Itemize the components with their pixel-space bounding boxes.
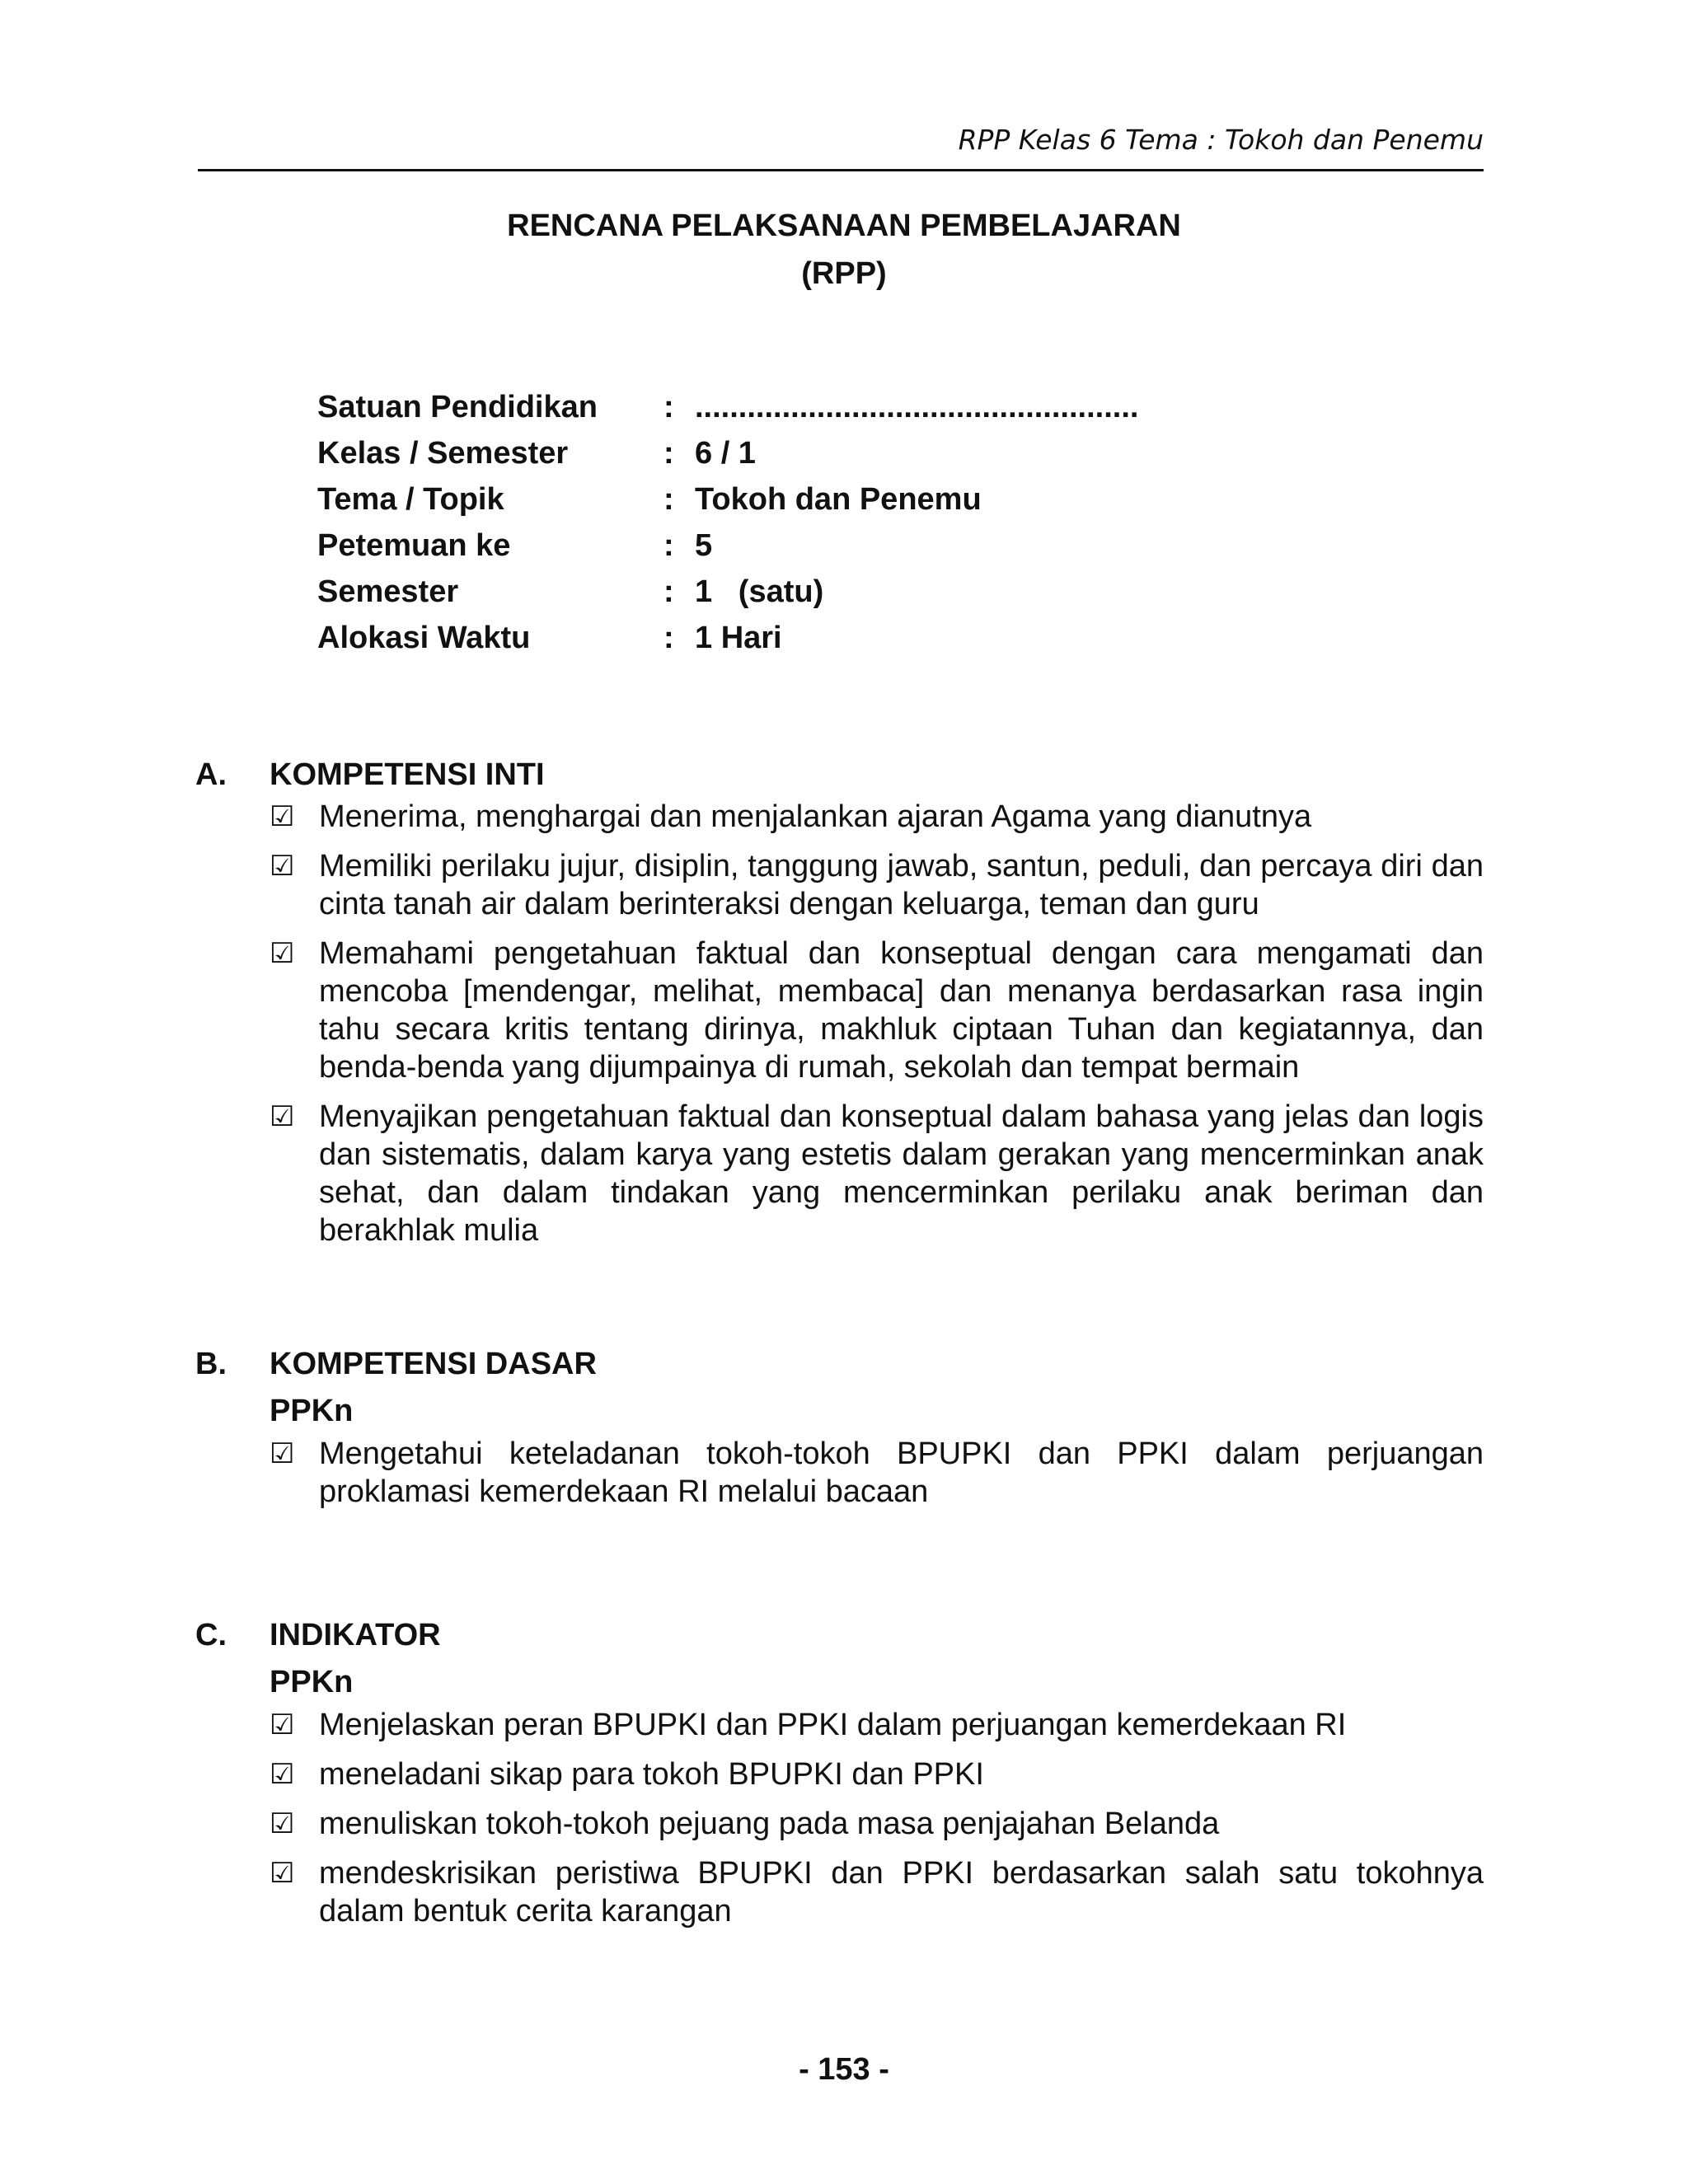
info-label: Petemuan ke <box>317 527 511 563</box>
list-item <box>270 1805 1484 1843</box>
info-value: 5 <box>695 527 713 563</box>
checkbox-checked-icon: ☑ <box>270 1437 295 1470</box>
section-letter: A. <box>195 757 227 792</box>
info-value: Tokoh dan Penemu <box>695 481 982 517</box>
item-text: Memiliki perilaku jujur, disiplin, tanggung jawab, santun, peduli, dan percaya diri dan cinta tanah air dalam berinteraksi dengan keluarga, teman dan guru <box>319 849 1484 921</box>
subject-label: PPKn <box>270 1665 354 1699</box>
checkbox-checked-icon: ☑ <box>270 1807 295 1840</box>
checkbox-checked-icon: ☑ <box>270 1100 295 1133</box>
item-text: Menjelaskan peran BPUPKI dan PPKI dalam perjuangan kemerdekaan RI <box>319 1708 1347 1742</box>
checkbox-checked-icon: ☑ <box>270 937 295 970</box>
item-list <box>270 798 1484 1249</box>
info-row <box>317 384 1138 430</box>
document-title <box>0 202 1688 298</box>
section-title: KOMPETENSI DASAR <box>270 1346 597 1381</box>
section-kompetensi-inti <box>195 752 1484 1261</box>
item-list <box>270 1706 1484 1930</box>
info-row <box>317 476 1138 523</box>
section-heading <box>195 752 1484 798</box>
checkbox-checked-icon: ☑ <box>270 1758 295 1791</box>
section-heading <box>195 1612 1484 1658</box>
info-value: 1 (satu) <box>695 574 824 609</box>
item-text: meneladani sikap para tokoh BPUPKI dan PPKI <box>319 1757 984 1792</box>
section-indikator <box>195 1612 1484 1942</box>
info-value: 1 Hari <box>695 620 782 655</box>
item-text: mendeskrisikan peristiwa BPUPKI dan PPKI berdasarkan salah satu tokohnya dalam bentuk cerita karangan <box>319 1856 1484 1929</box>
info-colon: : <box>663 620 674 655</box>
item-text: Menerima, menghargai dan menjalankan ajaran Agama yang dianutnya <box>319 799 1312 834</box>
list-item <box>270 1435 1484 1511</box>
item-text: Memahami pengetahuan faktual dan konseptual dengan cara mengamati dan mencoba [mendengar, melihat, membaca] dan menanya berdasarkan rasa ingin tahu secara kritis tentang dirinya, makhluk ciptaan Tuhan dan kegiatannya, dan benda-benda yang dijumpainya di rumah, sekolah dan tempat bermain <box>319 936 1484 1085</box>
info-row <box>317 569 1138 615</box>
info-colon: : <box>663 389 674 424</box>
info-table <box>317 384 1138 661</box>
header-rule <box>198 169 1484 171</box>
item-text: Menyajikan pengetahuan faktual dan konseptual dalam bahasa yang jelas dan logis dan sistematis, dalam karya yang estetis dalam gerakan yang mencerminkan anak sehat, dan dalam tindakan yang mencerminkan perilaku anak beriman dan berakhlak mulia <box>319 1099 1484 1248</box>
info-colon: : <box>663 574 674 609</box>
section-letter: B. <box>195 1346 227 1381</box>
checkbox-checked-icon: ☑ <box>270 800 295 833</box>
info-colon: : <box>663 481 674 517</box>
list-item <box>270 1098 1484 1249</box>
info-colon: : <box>663 527 674 563</box>
item-text: Mengetahui keteladanan tokoh-tokoh BPUPKI dan PPKI dalam perjuangan proklamasi kemerdekaan RI melalui bacaan <box>319 1436 1484 1509</box>
info-value: ................................................... <box>695 389 1139 424</box>
info-label: Satuan Pendidikan <box>317 389 598 424</box>
list-item <box>270 847 1484 923</box>
info-row <box>317 523 1138 569</box>
section-title: INDIKATOR <box>270 1617 441 1652</box>
list-item <box>270 1755 1484 1793</box>
page-number: - 153 - <box>799 2052 889 2087</box>
checkbox-checked-icon: ☑ <box>270 1857 295 1890</box>
item-list <box>270 1435 1484 1511</box>
info-label: Kelas / Semester <box>317 435 569 471</box>
item-text: menuliskan tokoh-tokoh pejuang pada masa penjajahan Belanda <box>319 1807 1220 1841</box>
section-heading <box>195 1341 1484 1387</box>
info-label: Alokasi Waktu <box>317 620 531 655</box>
list-item <box>270 935 1484 1086</box>
section-letter: C. <box>195 1617 227 1652</box>
running-header: RPP Kelas 6 Tema : Tokoh dan Penemu <box>958 124 1484 156</box>
list-item <box>270 798 1484 836</box>
title-line-1: RENCANA PELAKSANAAN PEMBELAJARAN <box>507 209 1181 243</box>
info-value: 6 / 1 <box>695 435 756 471</box>
list-item <box>270 1854 1484 1930</box>
subject-label: PPKn <box>270 1394 354 1428</box>
list-item <box>270 1706 1484 1744</box>
checkbox-checked-icon: ☑ <box>270 1708 295 1741</box>
checkbox-checked-icon: ☑ <box>270 850 295 883</box>
info-label: Semester <box>317 574 459 609</box>
info-label: Tema / Topik <box>317 481 504 517</box>
info-colon: : <box>663 435 674 471</box>
section-kompetensi-dasar <box>195 1341 1484 1522</box>
title-line-2: (RPP) <box>801 256 887 291</box>
info-row <box>317 430 1138 476</box>
section-title: KOMPETENSI INTI <box>270 757 545 792</box>
info-row <box>317 615 1138 661</box>
